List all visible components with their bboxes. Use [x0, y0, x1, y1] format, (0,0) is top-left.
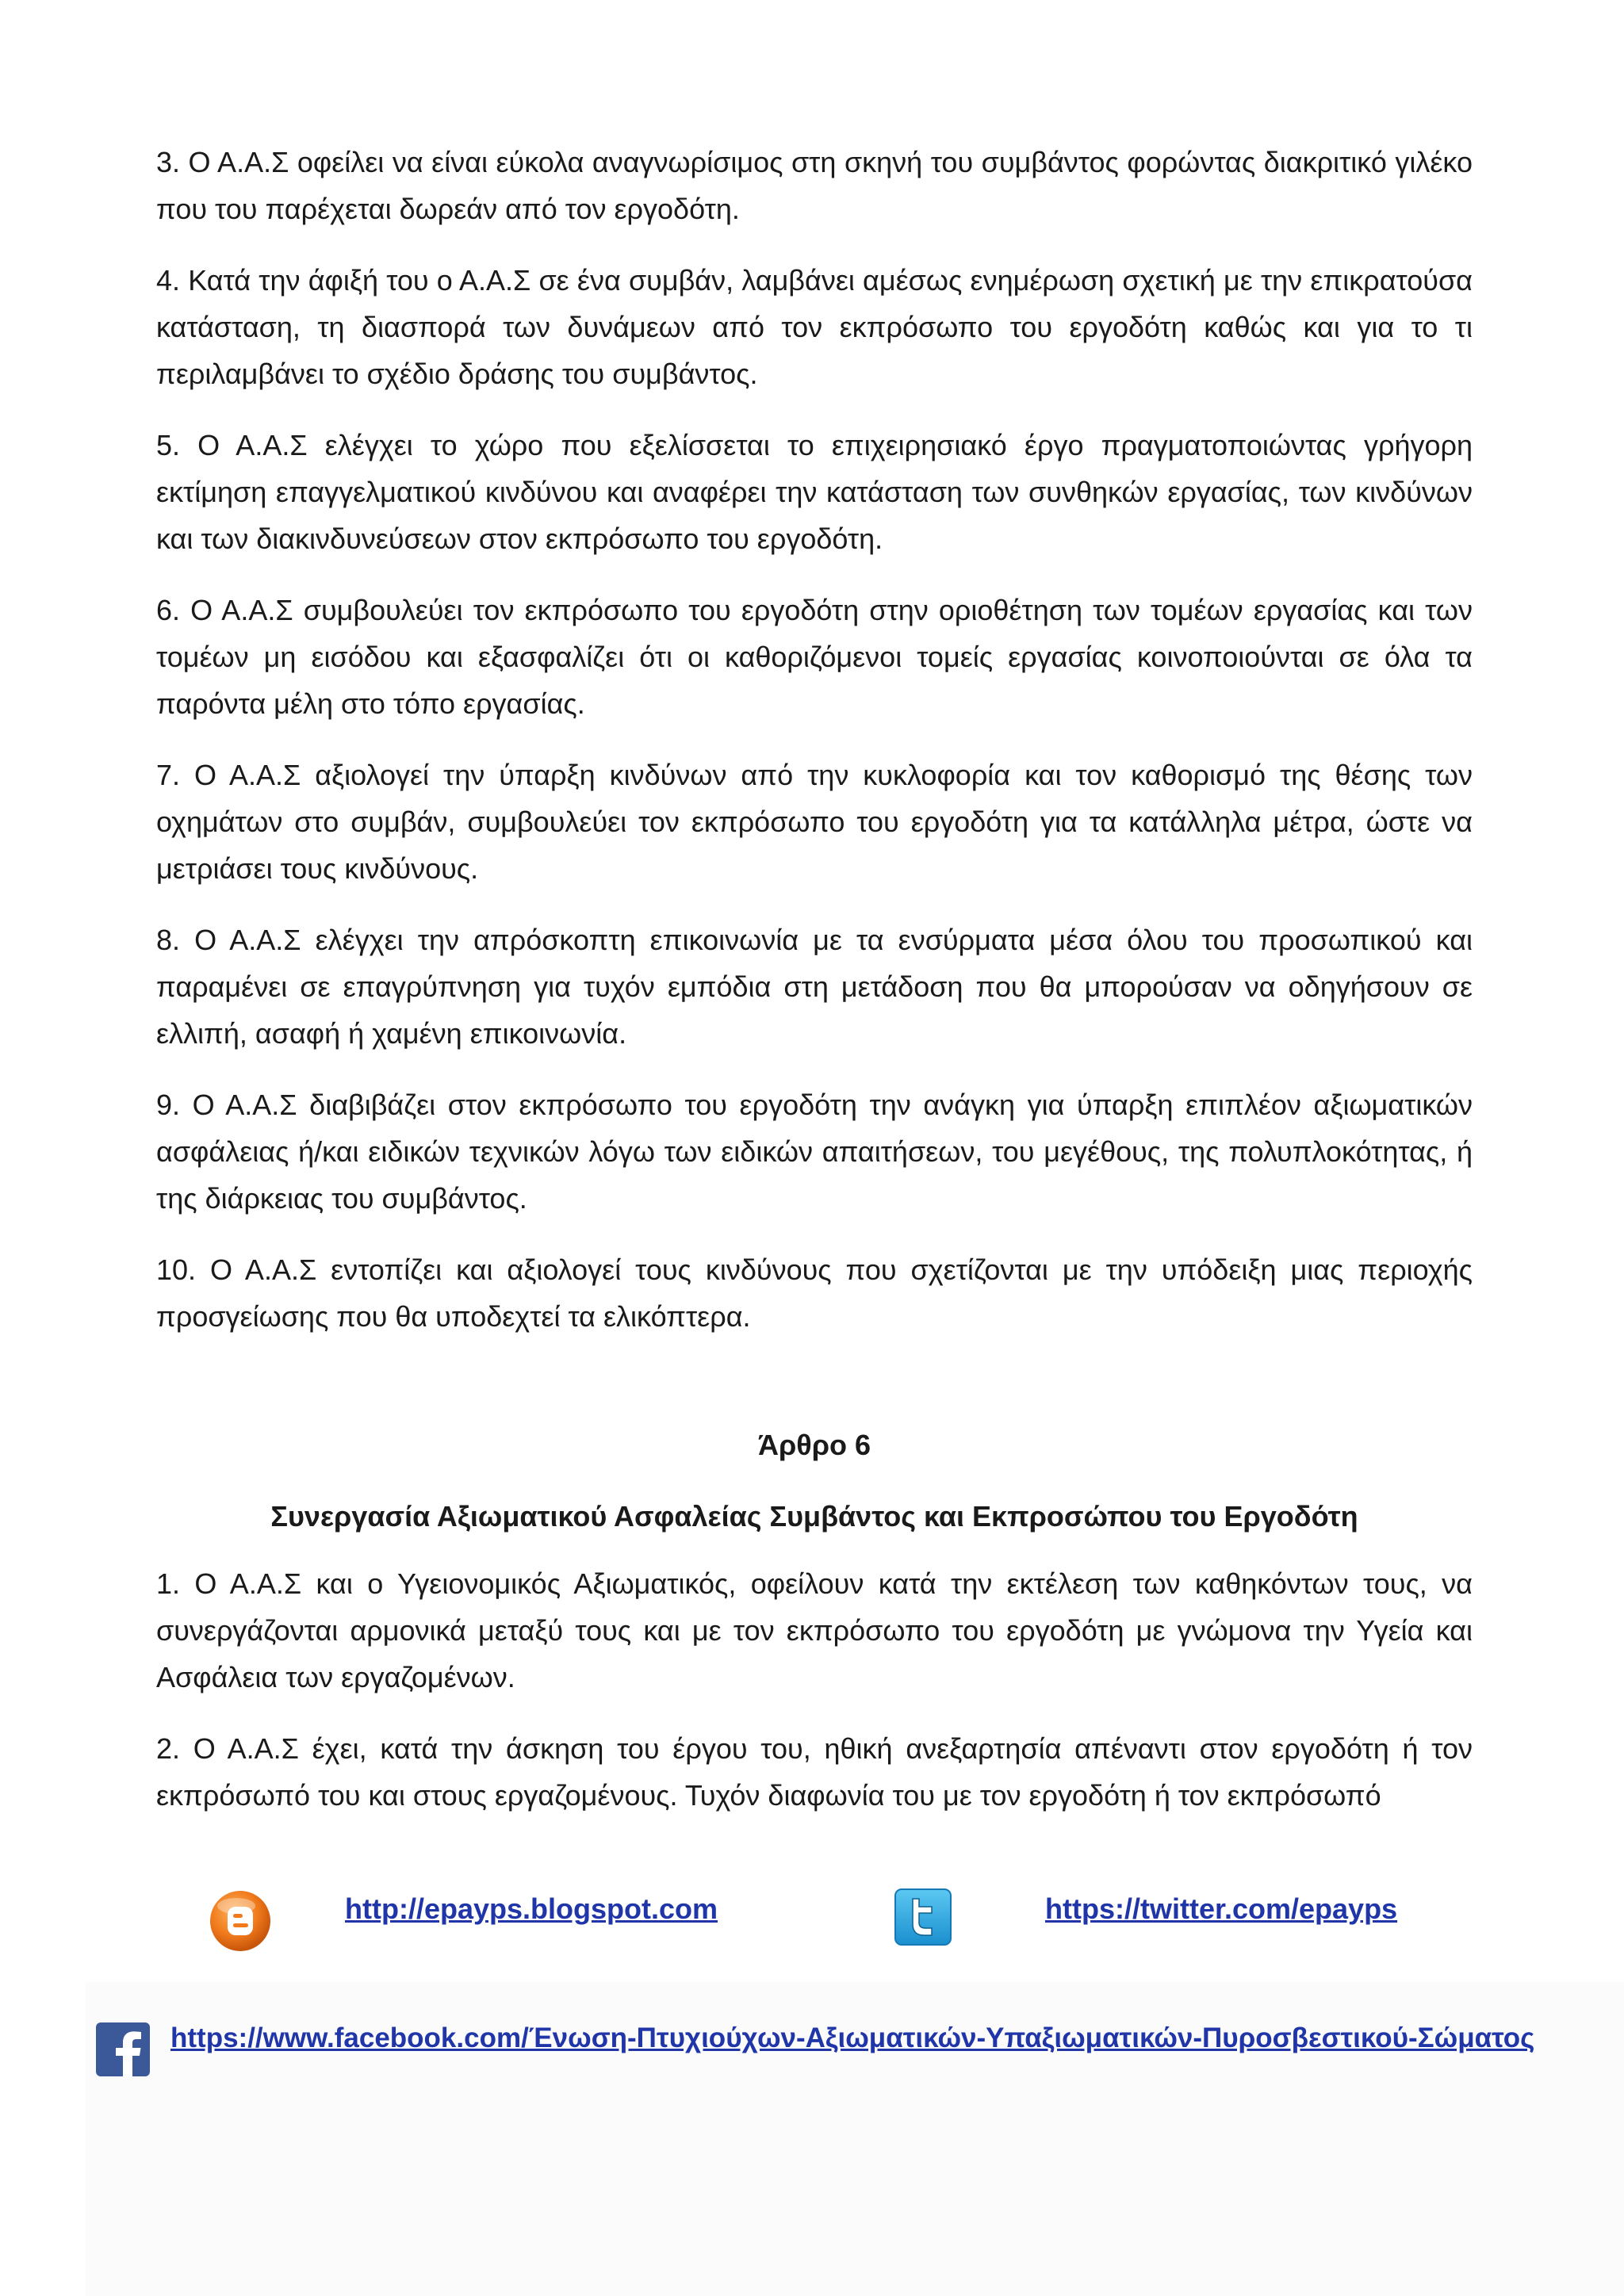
paragraph-9: 9. Ο Α.Α.Σ διαβιβάζει στον εκπρόσωπο του εργοδότη την ανάγκη για ύπαρξη επιπλέον αξιωματικών ασφάλειας ή/και ειδικών τεχνικών λόγω των ειδικών απαιτήσεων, του μεγέθους, της πολυπλοκότητας, ή της διάρκειας του συμβάντος. [156, 1089, 1473, 1215]
paragraph-10: 10. Ο Α.Α.Σ εντοπίζει και αξιολογεί τους κινδύνους που σχετίζονται με την υπόδειξη μιας περιοχής προσγείωσης που θα υποδεχτεί τα ελικόπτερα. [156, 1253, 1473, 1333]
article-paragraph-1: 1. Ο Α.Α.Σ και ο Υγειονομικός Αξιωματικός, οφείλουν κατά την εκτέλεση των καθηκόντων τους, να συνεργάζονται αρμονικά μεταξύ τους και με τον εκπρόσωπο του εργοδότη με γνώμονα την Υγεία και Ασφάλεια των εργαζομένων. [156, 1567, 1473, 1693]
blog-link-row [208, 1888, 273, 1954]
article-title: Άρθρο 6 [757, 1429, 871, 1461]
blogger-icon[interactable] [208, 1888, 273, 1954]
body-text [156, 139, 1473, 1843]
twitter-link[interactable]: https://twitter.com/epayps [1045, 1892, 1398, 1925]
article-subtitle: Συνεργασία Αξιωματικού Ασφαλείας Συμβάντος και Εκπροσώπου του Εργοδότη [270, 1500, 1358, 1533]
blog-link[interactable]: http://epayps.blogspot.com [345, 1892, 718, 1925]
paragraph-4: 4. Κατά την άφιξή του ο Α.Α.Σ σε ένα συμβάν, λαμβάνει αμέσως ενημέρωση σχετική με την επικρατούσα κατάσταση, τη διασπορά των δυνάμεων από τον εκπρόσωπο του εργοδότη καθώς και για το τι περιλαμβάνει το σχέδιο δράσης του συμβάντος. [156, 264, 1473, 390]
paragraph-3: 3. Ο Α.Α.Σ οφείλει να είναι εύκολα αναγνωρίσιμος στη σκηνή του συμβάντος φορώντας διακριτικό γιλέκο που του παρέχεται δωρεάν από τον εργοδότη. [156, 146, 1473, 225]
facebook-link-row [96, 2022, 150, 2076]
facebook-link[interactable]: https://www.facebook.com/Ένωση-Πτυχιούχων-Αξιωματικών-Υπαξιωματικών-Πυροσβεστικού-Σώματος [170, 2022, 1535, 2053]
facebook-icon[interactable] [96, 2022, 150, 2076]
article-paragraph-2: 2. Ο Α.Α.Σ έχει, κατά την άσκηση του έργου του, ηθική ανεξαρτησία απέναντι στον εργοδότη ή τον εκπρόσωπό του και στους εργαζομένους. Τυχόν διαφωνία του με τον εργοδότη ή τον εκπρόσωπό [156, 1732, 1473, 1812]
paragraph-8: 8. Ο Α.Α.Σ ελέγχει την απρόσκοπτη επικοινωνία με τα ενσύρματα μέσα όλου του προσωπικού και παραμένει σε επαγρύπνηση για τυχόν εμπόδια στη μετάδοση που θα μπορούσαν να οδηγήσουν σε ελλιπή, ασαφή ή χαμένη επικοινωνία. [156, 924, 1473, 1050]
twitter-link-row [894, 1888, 952, 1946]
twitter-icon[interactable] [894, 1888, 952, 1946]
paragraph-5: 5. Ο Α.Α.Σ ελέγχει το χώρο που εξελίσσεται το επιχειρησιακό έργο πραγματοποιώντας γρήγορη εκτίμηση επαγγελματικού κινδύνου και αναφέρει την κατάσταση των συνθηκών εργασίας, των κινδύνων και των διακινδυνεύσεων στον εκπρόσωπο του εργοδότη. [156, 429, 1473, 555]
paragraph-7: 7. Ο Α.Α.Σ αξιολογεί την ύπαρξη κινδύνων από την κυκλοφορία και τον καθορισμό της θέσης των οχημάτων στο συμβάν, συμβουλεύει τον εκπρόσωπο του εργοδότη για τα κατάλληλα μέτρα, ώστε να μετριάσει τους κινδύνους. [156, 759, 1473, 885]
paragraph-6: 6. Ο Α.Α.Σ συμβουλεύει τον εκπρόσωπο του εργοδότη στην οριοθέτηση των τομέων εργασίας και των τομέων μη εισόδου και εξασφαλίζει ότι οι καθοριζόμενοι τομείς εργασίας κοινοποιούνται σε όλα τα παρόντα μέλη στο τόπο εργασίας. [156, 594, 1473, 720]
